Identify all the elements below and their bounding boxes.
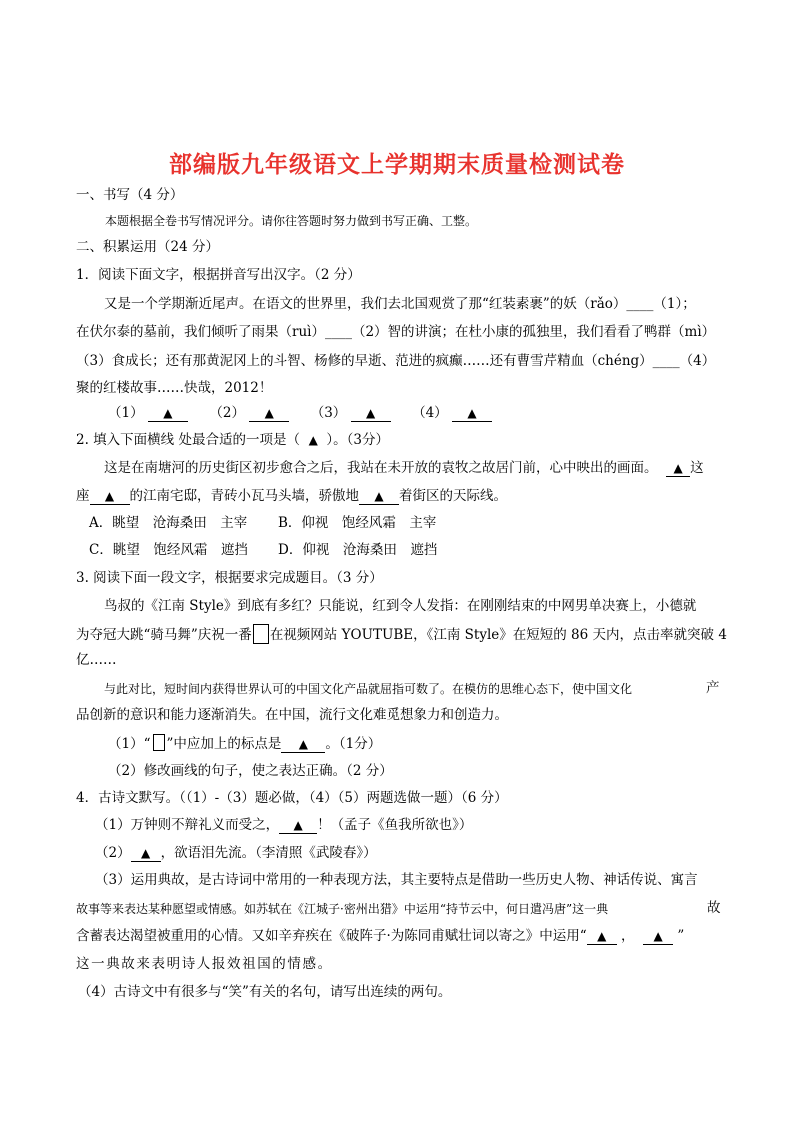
q2-text: 这 <box>690 460 704 476</box>
q4-text: ，欲语泪先流。（李清照《武陵春》） <box>160 845 377 861</box>
answer-blank <box>148 406 188 422</box>
q3-sub2: （2）修改画线的句子，使之表达正确。（2 分） <box>108 763 393 779</box>
q4-text: 含蓄表达渴望被重用的心情。又如辛弃疾在《破阵子·为陈同甫赋壮词以寄之》中运用“ <box>76 928 587 944</box>
q4-stem: 4．古诗文默写。（（1）-（3）题必做，（4）（5）两题选做一题）（6 分） <box>76 790 508 806</box>
q2-passage-line <box>104 459 704 477</box>
answer-marker-icon: ▲ <box>374 489 384 503</box>
answer-marker-icon: ▲ <box>293 818 303 832</box>
q1-passage-line: （3）食成长；还有那黄泥冈上的斗智、杨修的早逝、范进的疯癫……还有曹雪芹精血（chéng）____（4） <box>76 353 716 369</box>
q3-text: 。（1分） <box>325 736 382 752</box>
q2-option-d: D．仰视 沧海桑田 遮挡 <box>278 542 438 558</box>
q3-passage-line <box>76 624 727 644</box>
answer-label: （2） <box>209 405 245 421</box>
q3-passage-line: 鸟叔的《江南 Style》到底有多红？只能说，红到令人发指：在刚刚结束的中网男单决赛上，小德就 <box>104 598 697 614</box>
q2-option-b: B．仰视 饱经风霜 主宰 <box>278 515 437 531</box>
q2-stem <box>76 431 389 449</box>
answer-marker-icon: ▲ <box>673 461 683 475</box>
q4-item1 <box>95 816 472 834</box>
punctuation-box <box>253 624 269 644</box>
writing-instruction: 本题根据全卷书写情况评分。请你往答题时努力做到书写正确、工整。 <box>105 214 478 228</box>
q4-item3-line: （3）运用典故，是古诗词中常用的一种表现方法，其主要特点是借助一些历史人物、神话传说、寓言 <box>95 872 698 888</box>
q2-passage-line <box>76 487 507 505</box>
q1-stem: 1．阅读下面文字，根据拼音写出汉字。（2 分） <box>76 267 361 283</box>
answer-blank <box>131 846 161 862</box>
answer-marker-icon: ▲ <box>653 929 663 943</box>
section-heading-accumulation: 二、积累运用（24 分） <box>76 239 219 255</box>
answer-blank <box>452 406 492 422</box>
answer-marker-icon: ▲ <box>597 929 607 943</box>
q3-text: 为夺冠大跳“骑马舞”庆祝一番 <box>76 627 252 643</box>
q3-text: ”中应加上的标点是 <box>166 736 282 752</box>
q1-passage-line: 聚的红楼故事……快哉，2012！ <box>76 380 273 396</box>
q2-text: 的江南宅邸，青砖小瓦马头墙，骄傲地 <box>129 488 359 504</box>
q4-text: ！（孟子《鱼我所欲也》） <box>317 817 473 833</box>
answer-blank <box>643 929 673 945</box>
q1-passage-line: 在伏尔泰的墓前，我们倾听了雨果（ruì）____（2）智的讲演；在杜小康的孤独里，我们看看了鸭群（mì） <box>76 324 716 340</box>
answer-blank <box>351 406 391 422</box>
page-title: 部编版九年级语文上学期期末质量检测试卷 <box>169 152 625 178</box>
answer-blank <box>666 461 690 477</box>
answer-marker-icon: ▲ <box>365 406 376 420</box>
q1-passage-line: 又是一个学期渐近尾声。在语文的世界里，我们去北国观赏了那“红装素裹”的妖（rǎo）____（1）； <box>104 296 696 312</box>
q4-item2 <box>95 844 377 862</box>
answer-blank <box>249 406 289 422</box>
answer-marker-icon: ▲ <box>163 406 173 420</box>
q3-passage-line: 与此对比，短时间内获得世界认可的中国文化产品就屈指可数了。在模仿的思维心态下，使中国文化 <box>104 682 633 696</box>
answer-blank <box>359 489 399 505</box>
q4-item3-line: 故事等来表达某种愿望或情感。如苏轼在《江城子·密州出猎》中运用“持节云中，何日遣冯唐”这一典 <box>76 902 609 916</box>
q3-text: （1）“ <box>108 736 151 752</box>
q3-passage-line: 品创新的意识和能力逐渐消失。在中国，流行文化难觅想象力和创造力。 <box>76 707 508 723</box>
q2-option-a: A．眺望 沧海桑田 主宰 <box>89 515 248 531</box>
q2-stem-text: 2. 填入下面横线 处最合适的一项是（ <box>76 432 300 448</box>
q4-text: （1）万钟则不辩礼义而受之， <box>95 817 280 833</box>
punctuation-box <box>153 734 165 751</box>
answer-marker-icon: ▲ <box>104 489 115 503</box>
q4-item4: （4）古诗文中有很多与“笑”有关的名句，请写出连续的两句。 <box>78 984 452 1000</box>
answer-marker-icon: ▲ <box>308 433 318 447</box>
q4-item3-line: 这一典故来表明诗人报效祖国的情感。 <box>76 956 333 972</box>
q4-text: ” <box>677 928 685 944</box>
q2-text: 这是在南塘河的历史街区初步愈合之后，我站在未开放的袁牧之故居门前，心中映出的画面。 <box>104 460 658 476</box>
answer-label: （3） <box>310 405 347 421</box>
q3-text: 在视频网站 YOUTUBE，《江南 Style》在短短的 86 天内，点击率就突破 4 <box>269 627 727 643</box>
answer-marker-icon: ▲ <box>298 737 309 751</box>
q4-item3-line <box>76 927 684 945</box>
q1-answer-row <box>108 404 492 422</box>
answer-marker-icon: ▲ <box>467 406 477 420</box>
q3-sub1 <box>108 734 381 753</box>
section-heading-writing: 一、书写（4 分） <box>76 187 184 203</box>
answer-blank <box>90 489 130 505</box>
q2-stem-score: ）。（3分） <box>326 432 389 448</box>
q2-text: 座 <box>76 488 90 504</box>
q3-passage-line-end: 产 <box>706 680 720 696</box>
answer-marker-icon: ▲ <box>264 406 274 420</box>
q4-item3-line-end: 故 <box>707 900 721 916</box>
q3-passage-line: 亿…… <box>76 652 117 668</box>
q2-option-c: C．眺望 饱经风霜 遮挡 <box>89 542 248 558</box>
answer-blank <box>279 818 317 834</box>
q4-text: ， <box>621 928 635 944</box>
answer-blank <box>281 737 325 753</box>
q2-text: 着街区的天际线。 <box>399 488 507 504</box>
answer-label: （1） <box>108 405 144 421</box>
q4-text: （2） <box>95 845 131 861</box>
answer-marker-icon: ▲ <box>140 846 151 860</box>
answer-blank <box>587 929 617 945</box>
q3-stem: 3. 阅读下面一段文字，根据要求完成题目。（3 分） <box>76 570 383 586</box>
answer-label: （4） <box>412 405 448 421</box>
